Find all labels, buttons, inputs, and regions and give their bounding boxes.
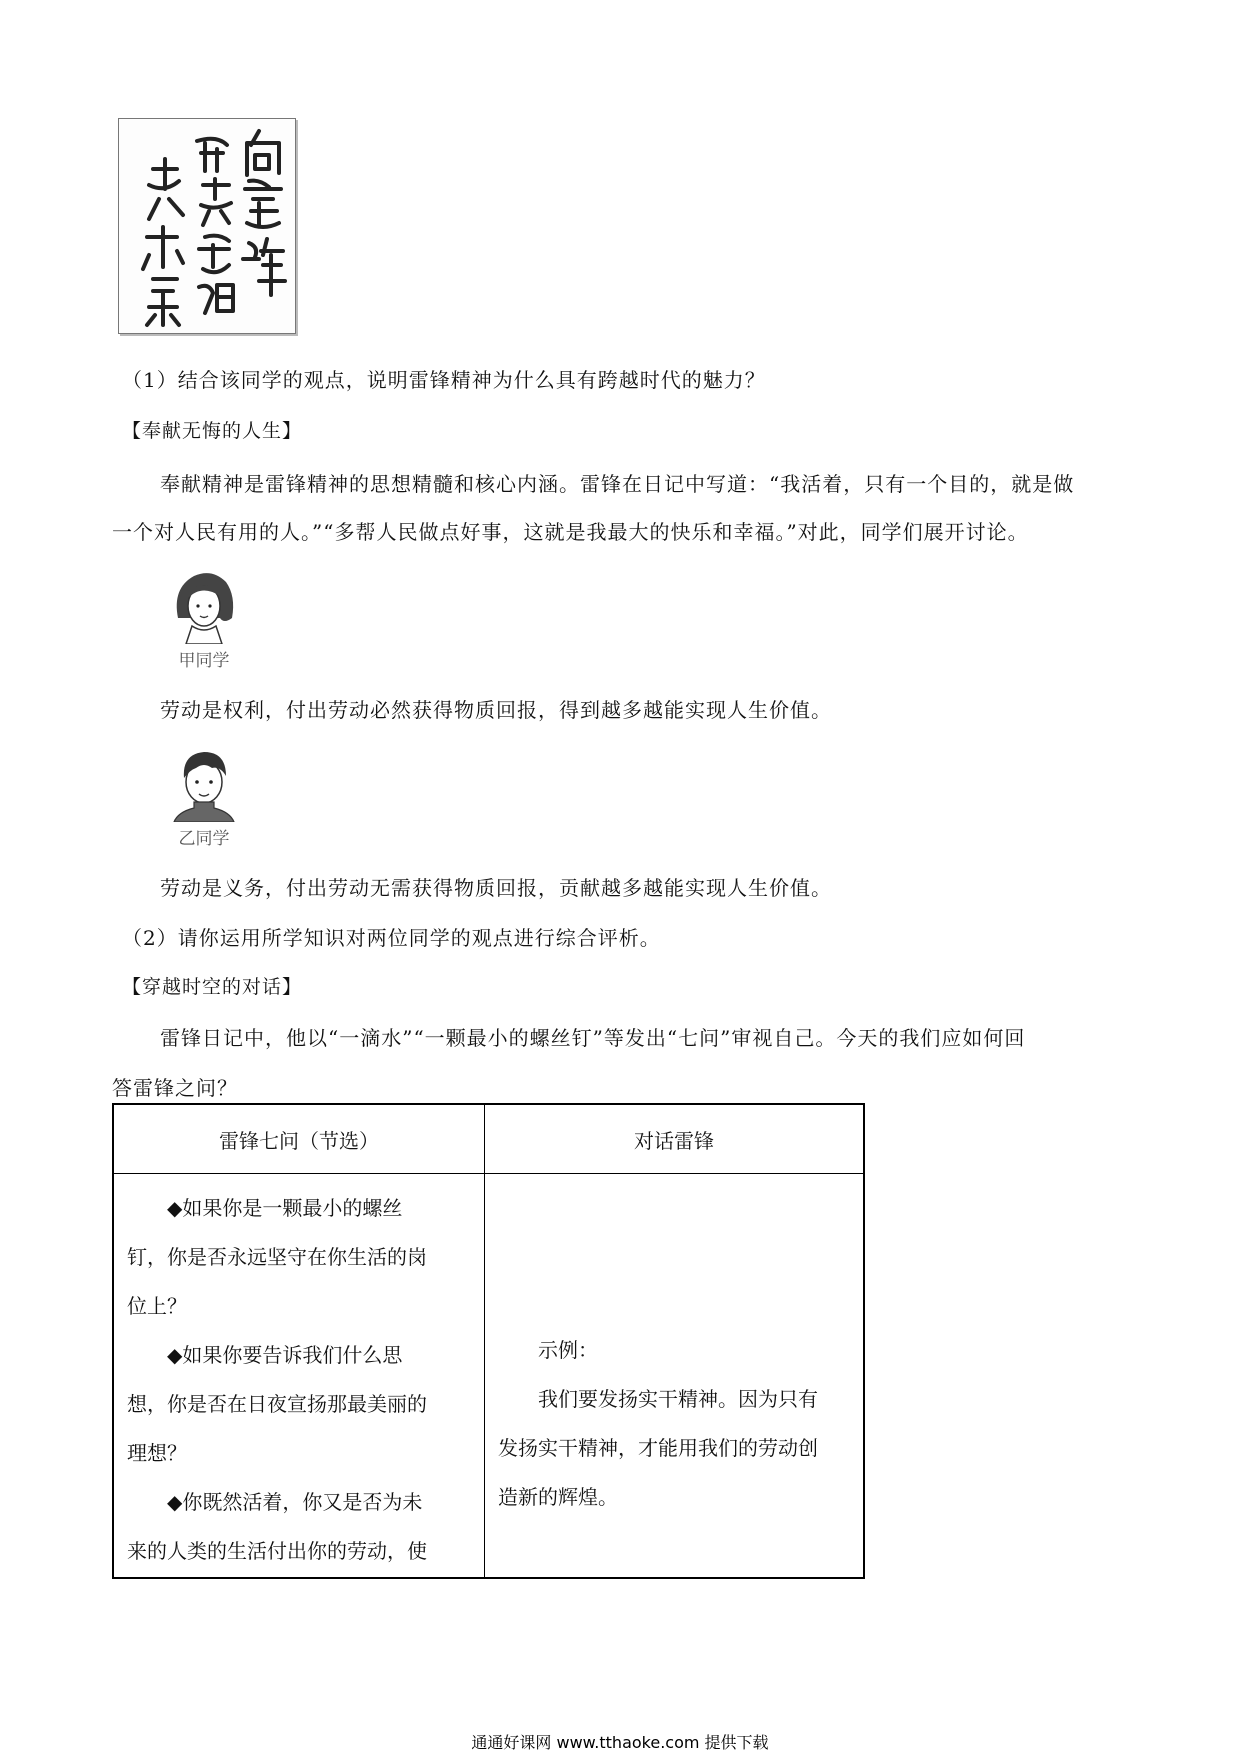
question-line: 理想？	[127, 1441, 187, 1465]
example-label: 示例：	[538, 1338, 598, 1362]
boy-avatar-icon	[164, 744, 242, 822]
student-a-figure	[164, 566, 242, 671]
table-header-row	[113, 1104, 864, 1174]
paragraph-dedication-line1: 奉献精神是雷锋精神的思想精髓和核心内涵。雷锋在日记中写道：“我活着，只有一个目的，就是做	[160, 472, 1075, 496]
question-line: ◆如果你是一颗最小的螺丝	[167, 1196, 403, 1220]
table-header-questions: 雷锋七问（节选）	[113, 1104, 485, 1174]
example-line: 我们要发扬实干精神。因为只有	[538, 1387, 818, 1411]
paragraph-dialogue-line2: 答雷锋之问？	[112, 1076, 238, 1100]
student-b-caption: 乙同学	[178, 829, 230, 849]
question-line: 钉，你是否永远坚守在你生活的岗	[127, 1245, 427, 1269]
student-b-opinion: 劳动是义务，付出劳动无需获得物质回报，贡献越多越能实现人生价值。	[160, 876, 832, 900]
section-title-dialogue: 【穿越时空的对话】	[122, 976, 303, 998]
question-line: ◆你既然活着，你又是否为未	[167, 1490, 423, 1514]
girl-avatar-icon	[164, 566, 242, 644]
example-line: 发扬实干精神，才能用我们的劳动创	[498, 1436, 818, 1460]
questions-cell	[113, 1174, 485, 1579]
page-footer: 通通好课网 www.tthaoke.com 提供下载	[471, 1733, 769, 1752]
question-line: 位上？	[127, 1294, 187, 1318]
example-line: 造新的辉煌。	[498, 1485, 618, 1509]
paragraph-dialogue-line1: 雷锋日记中，他以“一滴水”“一颗最小的螺丝钉”等发出“七问”审视自己。今天的我们应如何回	[160, 1026, 1026, 1050]
question-line: 来的人类的生活付出你的劳动，使	[127, 1539, 427, 1563]
paragraph-dedication-line2: 一个对人民有用的人。”“多帮人民做点好事，这就是我最大的快乐和幸福。”对此，同学们展开讨论。	[112, 520, 1029, 544]
section-title-dedication: 【奉献无悔的人生】	[122, 420, 303, 442]
leifeng-questions-table	[112, 1103, 865, 1579]
dialogue-cell	[485, 1174, 865, 1579]
table-header-dialogue: 对话雷锋	[485, 1104, 865, 1174]
student-a-opinion: 劳动是权利，付出劳动必然获得物质回报，得到越多越能实现人生价值。	[160, 698, 832, 722]
question-1: （1）结合该同学的观点，说明雷锋精神为什么具有跨越时代的魅力？	[122, 368, 766, 392]
question-line: 想，你是否在日夜宣扬那最美丽的	[127, 1392, 427, 1416]
student-a-caption: 甲同学	[178, 651, 230, 671]
question-line: ◆如果你要告诉我们什么思	[167, 1343, 403, 1367]
calligraphy-inscription	[118, 118, 296, 334]
table-row	[113, 1174, 864, 1579]
student-b-figure	[164, 744, 242, 849]
question-2: （2）请你运用所学知识对两位同学的观点进行综合评析。	[122, 926, 661, 950]
